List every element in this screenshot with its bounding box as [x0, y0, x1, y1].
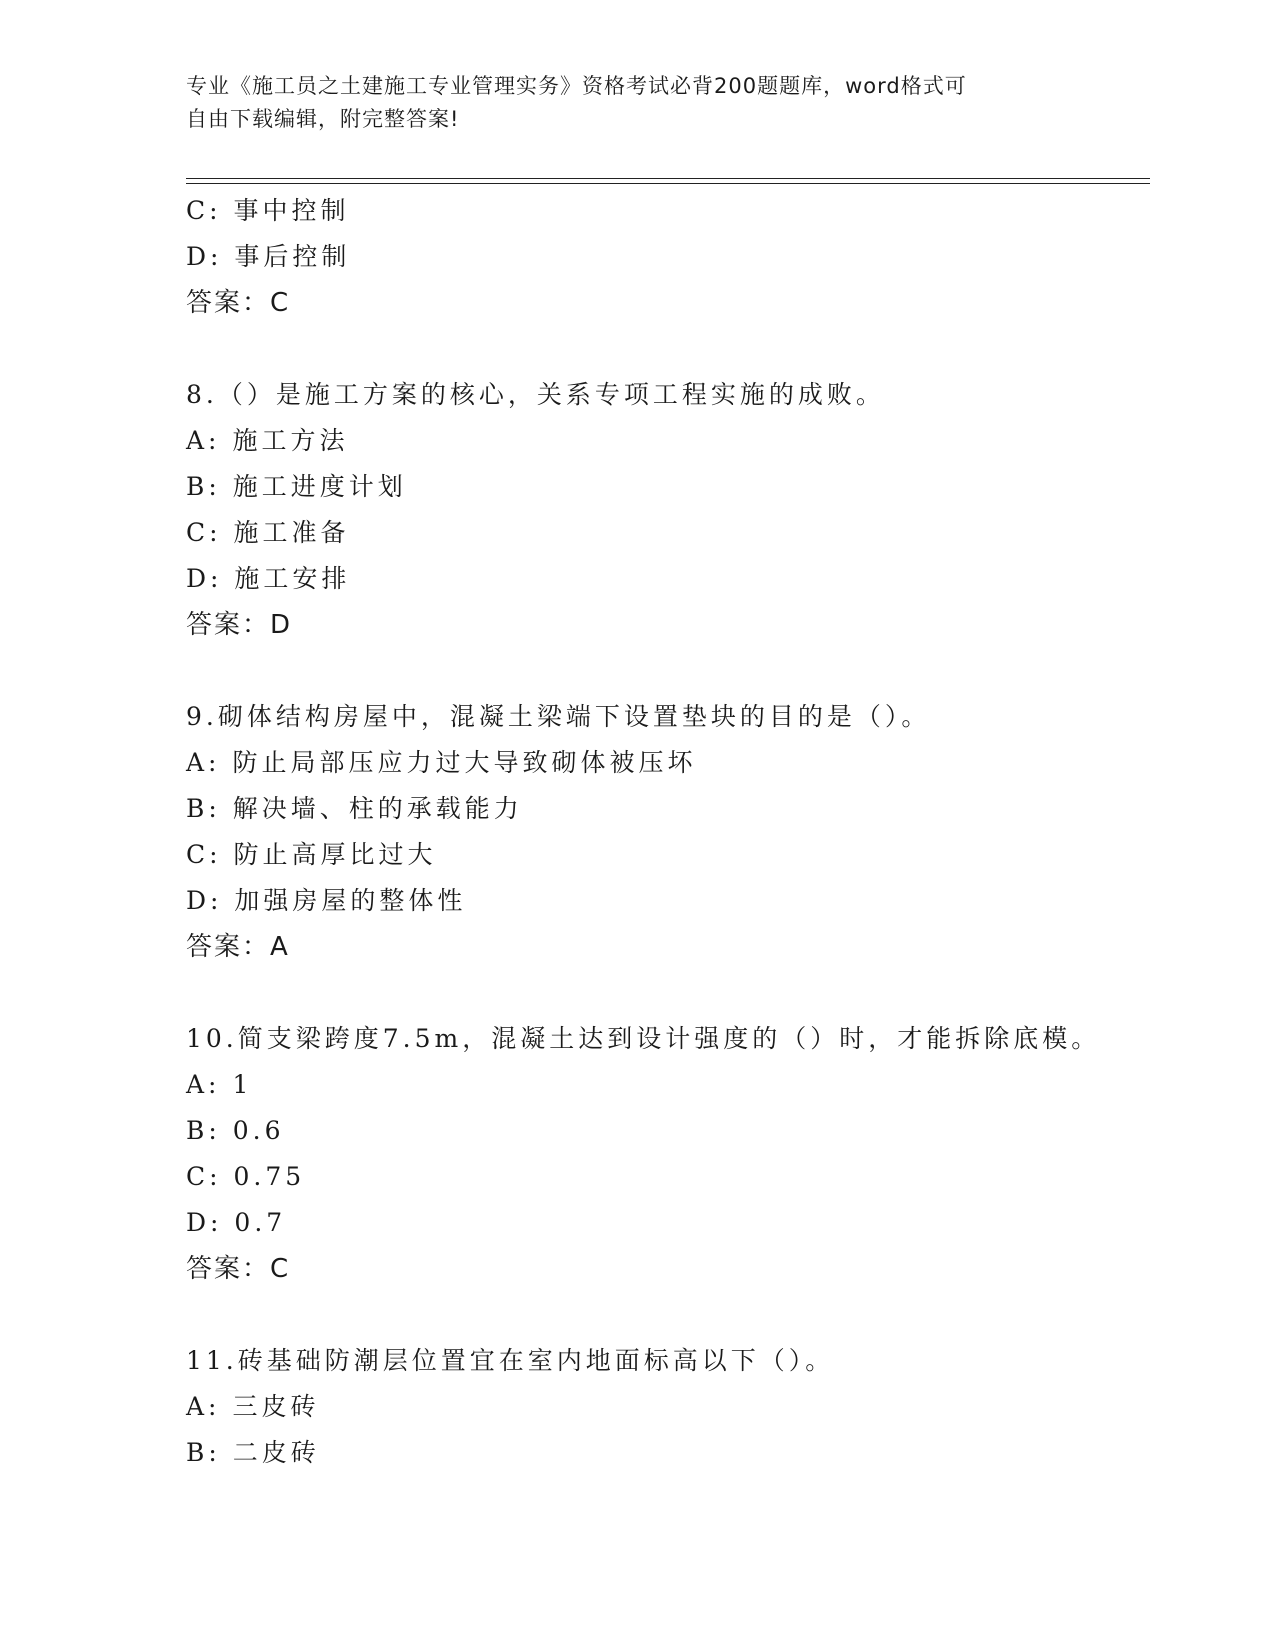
- option-row: [186, 878, 1150, 924]
- option-label: A:: [186, 1070, 221, 1099]
- option-text: 三皮砖: [232, 1392, 320, 1421]
- option-label: D:: [186, 886, 223, 915]
- header-line-2: 自由下载编辑，附完整答案!: [186, 107, 460, 131]
- option-row: [186, 464, 1150, 510]
- option-label: C:: [186, 1162, 222, 1191]
- option-row: [186, 234, 1150, 280]
- option-label: A:: [186, 748, 221, 777]
- question-block-8: [186, 372, 1150, 648]
- option-label: C:: [186, 196, 222, 225]
- question-block-11: [186, 1338, 1150, 1476]
- option-row: [186, 1384, 1150, 1430]
- option-label: B:: [186, 1116, 221, 1145]
- option-label: B:: [186, 794, 221, 823]
- option-text: 0.7: [234, 1208, 287, 1237]
- option-text: 解决墙、柱的承载能力: [232, 794, 523, 823]
- question-stem: 11.砖基础防潮层位置宜在室内地面标高以下（）。: [186, 1346, 835, 1375]
- question-spacer: [186, 648, 1150, 694]
- option-row: [186, 556, 1150, 602]
- option-row: [186, 1108, 1150, 1154]
- question-stem: 9.砌体结构房屋中，混凝土梁端下设置垫块的目的是（）。: [186, 702, 931, 731]
- answer-line: 答案：C: [186, 1254, 291, 1284]
- option-label: A:: [186, 426, 221, 455]
- question-spacer: [186, 970, 1150, 1016]
- option-text: 加强房屋的整体性: [234, 886, 467, 915]
- option-text: 事中控制: [233, 196, 350, 225]
- option-text: 防止局部压应力过大导致砌体被压坏: [232, 748, 697, 777]
- header-line-1: 专业《施工员之土建施工专业管理实务》资格考试必背200题题库，word格式可: [186, 74, 967, 98]
- option-row: [186, 1200, 1150, 1246]
- question-stem: 10.简支梁跨度7.5m，混凝土达到设计强度的（）时，才能拆除底模。: [186, 1024, 1101, 1053]
- question-list: [186, 188, 1150, 1476]
- option-text: 事后控制: [234, 242, 351, 271]
- option-text: 施工安排: [234, 564, 351, 593]
- option-label: B:: [186, 1438, 221, 1467]
- option-label: C:: [186, 518, 222, 547]
- question-block-10: [186, 1016, 1150, 1292]
- option-text: 0.6: [232, 1116, 285, 1145]
- option-row: [186, 786, 1150, 832]
- answer-line: 答案：A: [186, 932, 290, 962]
- option-text: 0.75: [233, 1162, 306, 1191]
- option-row: [186, 418, 1150, 464]
- document-header: [186, 70, 1066, 136]
- option-row: [186, 1062, 1150, 1108]
- question-spacer: [186, 1292, 1150, 1338]
- option-row: [186, 1430, 1150, 1476]
- option-text: 施工准备: [233, 518, 350, 547]
- header-divider-bottom: [186, 183, 1150, 184]
- question-stem: 8.（）是施工方案的核心，关系专项工程实施的成败。: [186, 380, 885, 409]
- option-label: A:: [186, 1392, 221, 1421]
- question-block-7-continued: [186, 188, 1150, 326]
- option-row: [186, 188, 1150, 234]
- answer-line: 答案：D: [186, 610, 293, 640]
- option-text: 施工方法: [232, 426, 349, 455]
- option-text: 1: [232, 1070, 253, 1099]
- option-label: C:: [186, 840, 222, 869]
- option-label: D:: [186, 564, 223, 593]
- option-label: D:: [186, 242, 223, 271]
- option-text: 施工进度计划: [232, 472, 407, 501]
- option-row: [186, 510, 1150, 556]
- question-spacer: [186, 326, 1150, 372]
- question-block-9: [186, 694, 1150, 970]
- option-label: B:: [186, 472, 221, 501]
- option-text: 二皮砖: [232, 1438, 320, 1467]
- option-label: D:: [186, 1208, 223, 1237]
- header-divider-top: [186, 178, 1150, 179]
- option-row: [186, 1154, 1150, 1200]
- option-row: [186, 832, 1150, 878]
- option-text: 防止高厚比过大: [233, 840, 437, 869]
- option-row: [186, 740, 1150, 786]
- answer-line: 答案：C: [186, 288, 291, 318]
